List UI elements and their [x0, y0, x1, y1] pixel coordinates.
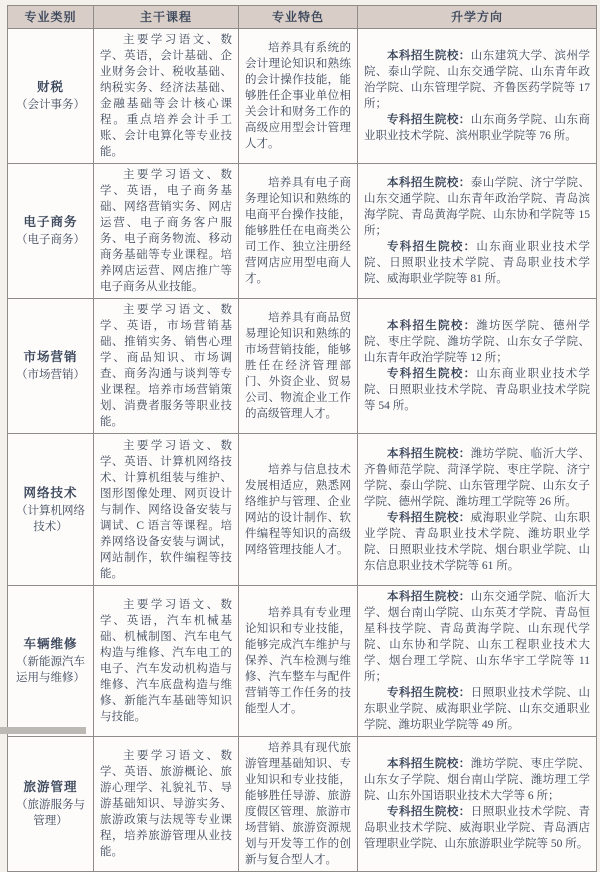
features-cell — [239, 586, 358, 737]
courses-cell — [94, 737, 239, 872]
features-text: 培养具有电子商务理论知识和熟练的电商平台操作技能，能够胜任在电商类公司工作、独立注册经营网店应用型电商人才。 — [245, 177, 351, 285]
category-subname: （电子商务） — [16, 234, 85, 246]
table-row — [8, 164, 597, 299]
category-name: 旅游管理 — [23, 780, 78, 794]
college-paragraph — [364, 804, 590, 852]
direction-cell — [358, 586, 597, 737]
bachelor-label: 本科招生院校： — [387, 447, 471, 460]
bachelor-schools: 潍坊医学院、德州学院、枣庄学院、潍坊学院、山东女子学院、山东青年政治学院等 12 所； — [364, 320, 591, 364]
bachelor-paragraph — [364, 175, 590, 239]
category-name: 财税 — [36, 80, 64, 94]
table-row — [8, 434, 597, 586]
college-paragraph — [364, 366, 590, 414]
college-label: 专科招生院校： — [387, 368, 477, 380]
direction-cell — [358, 299, 597, 434]
features-text: 培养具有商品贸易理论知识和熟练的市场营销技能，能够胜任在经济管理部门、外资企业、贸易公司、物流企业工作的高级管理人才。 — [245, 312, 351, 420]
table-header-row — [8, 6, 597, 29]
bachelor-paragraph — [364, 446, 590, 510]
bachelor-label: 本科招生院校： — [387, 591, 471, 603]
category-name: 车辆维修 — [23, 637, 78, 651]
bachelor-label: 本科招生院校： — [387, 320, 477, 332]
category-cell — [8, 29, 94, 164]
category-cell — [8, 586, 94, 737]
direction-cell — [358, 29, 597, 164]
bachelor-label: 本科招生院校： — [387, 177, 471, 189]
features-cell — [239, 164, 358, 299]
courses-cell — [94, 164, 239, 299]
direction-cell — [358, 434, 597, 586]
category-cell — [8, 299, 94, 434]
courses-text: 主要学习语文、数学、英语、旅游概论、旅游心理学、礼貌礼节、导游基础知识、导游实务、旅游政策与法规等专业课程，培养旅游管理从业技能。 — [100, 750, 232, 858]
table-row — [8, 29, 597, 164]
courses-text: 主要学习语文、数学、英语，市场营销基础、推销实务、销售心理学、商品知识、市场调查、商务沟通与谈判等专业课程。培养市场营销策划、消费者服务等职业技能。 — [100, 304, 232, 428]
college-label: 专科招生院校： — [387, 114, 471, 126]
bachelor-paragraph — [364, 318, 590, 366]
features-cell — [239, 29, 358, 164]
bachelor-paragraph — [364, 589, 590, 685]
bachelor-label: 本科招生院校： — [387, 50, 471, 62]
courses-cell — [94, 586, 239, 737]
courses-cell — [94, 29, 239, 164]
college-schools: 威海职业学院、山东职业学院、青岛职业技术学院、潍坊职业学院、日照职业技术学院、烟台职业学院、山东信息职业技术学院等 61 所。 — [364, 511, 590, 572]
category-name: 网络技术 — [23, 485, 78, 500]
features-text: 培养具有系统的会计理论知识和熟练的会计操作技能，能够胜任企事业单位相关会计和财务工作的高级应用型会计管理人才。 — [245, 42, 351, 150]
college-schools: 山东商业职业技术学院、日照职业技术学院、青岛职业技术学院等 54 所。 — [364, 368, 591, 412]
category-name: 市场营销 — [23, 350, 78, 364]
features-cell — [239, 299, 358, 434]
college-schools: 日照职业技术学院、青岛职业技术学院、威海职业学院、青岛酒店管理职业学院、山东旅游职业学院等 50 所。 — [364, 806, 590, 850]
category-name: 电子商务 — [23, 215, 78, 229]
table-row — [8, 586, 597, 737]
category-cell — [8, 434, 94, 586]
bachelor-paragraph — [364, 756, 590, 804]
table-row — [8, 737, 597, 872]
courses-text: 主要学习语文、数学、英语，会计基础、企业财务会计、税收基础、纳税实务、经济法基础、金融基础等会计核心课程。重点培养会计手工账、会计电算化等专业技能。 — [100, 34, 232, 158]
header-direction: 升学方向 — [358, 6, 597, 29]
bachelor-schools: 山东交通学院、临沂大学、烟台南山学院、山东英才学院、青岛恒星科技学院、青岛黄海学院、山东现代学院、山东协和学院、山东工程职业技术大学、烟台理工学院、山东华宇工学院等 11 所； — [364, 591, 590, 683]
scan-artifact-strip — [0, 727, 86, 734]
header-category: 专业类别 — [8, 6, 94, 29]
category-cell — [8, 737, 94, 872]
direction-cell — [358, 737, 597, 872]
college-paragraph — [364, 112, 590, 144]
college-schools: 日照职业技术学院、山东职业学院、威海职业学院、山东交通职业学院、潍坊职业学院等 49 所。 — [364, 687, 590, 731]
college-paragraph — [364, 239, 590, 287]
college-label: 专科招生院校： — [387, 511, 471, 524]
courses-cell — [94, 434, 239, 586]
bachelor-label: 本科招生院校： — [387, 758, 471, 770]
features-cell — [239, 737, 358, 872]
college-label: 专科招生院校： — [387, 687, 471, 699]
category-subname: （市场营销） — [16, 369, 85, 381]
table-row — [8, 299, 597, 434]
category-cell — [8, 164, 94, 299]
courses-text: 主要学习语文、数学、英语、计算机网络技术、计算机组装与维护、图形图像处理、网页设计与制作、网络设备安装与调试、C 语言等课程。培养网络设备安装与调试，网站制作，软件编程等技能。 — [100, 439, 232, 580]
category-subname: （计算机网络技术） — [16, 504, 85, 533]
bachelor-schools: 潍坊学院、临沂大学、齐鲁师范学院、菏泽学院、枣庄学院、济宁学院、泰山学院、山东管理学院、山东女子学院、德州学院、潍坊理工学院等 26 所。 — [364, 447, 590, 508]
features-text: 培养具有现代旅游管理基础知识、专业知识和专业技能，能够胜任导游、旅游度假区管理、旅游市场营销、旅游资源规划与开发等工作的创新与复合型人才。 — [245, 742, 351, 866]
college-label: 专科招生院校： — [387, 241, 477, 253]
courses-cell — [94, 299, 239, 434]
bachelor-paragraph — [364, 48, 590, 112]
category-subname: （新能源汽车运用与维修） — [16, 656, 85, 684]
direction-cell — [358, 164, 597, 299]
features-text: 培养与信息技术发展相适应，熟悉网络维护与管理、企业网站的设计制作、软件编程等知识的高级网络管理技能人才。 — [245, 463, 351, 556]
college-schools: 山东商业职业技术学院、日照职业技术学院、青岛职业技术学院、威海职业学院等 81 所。 — [364, 241, 591, 285]
college-paragraph — [364, 510, 590, 574]
college-label: 专科招生院校： — [387, 806, 471, 818]
features-cell — [239, 434, 358, 586]
courses-text: 主要学习语文、数学、英语，电子商务基础、网络营销实务、网店运营、电子商务客户服务、电子商务物流、移动商务基础等专业课程。培养网店运营、网店推广等电子商务从业技能。 — [100, 169, 232, 293]
category-subname: （会计事务） — [16, 99, 85, 111]
bachelor-schools: 泰山学院、济宁学院、山东交通学院、山东青年政治学院、青岛滨海学院、青岛黄海学院、山东协和学院等 15 所； — [364, 177, 590, 237]
college-paragraph — [364, 685, 590, 733]
bachelor-schools: 山东建筑大学、滨州学院、泰山学院、山东交通学院、山东青年政治学院、山东管理学院、齐鲁医药学院等 17 所； — [364, 50, 590, 110]
college-schools: 山东商务学院、山东商业职业技术学院、滨州职业学院等 76 所。 — [364, 114, 590, 142]
courses-text: 主要学习语文、数学、英语，汽车机械基础、机械制图、汽车电气构造与维修、汽车电工的电子、汽车发动机构造与维修、汽车底盘构造与维修、新能汽车基础等知识与技能。 — [100, 599, 232, 723]
bachelor-schools: 潍坊学院、枣庄学院、山东女子学院、烟台南山学院、潍坊理工学院、山东外国语职业技术大学等 6 所； — [364, 758, 590, 802]
header-courses: 主干课程 — [94, 6, 239, 29]
category-subname: （旅游服务与管理） — [16, 799, 85, 827]
majors-table — [7, 5, 597, 872]
header-features: 专业特色 — [239, 6, 358, 29]
features-text: 培养具有专业理论知识和专业技能，能够完成汽车维护与保养、汽车检测与维修、汽车整车与配件营销等工作任务的技能型人才。 — [245, 607, 351, 715]
